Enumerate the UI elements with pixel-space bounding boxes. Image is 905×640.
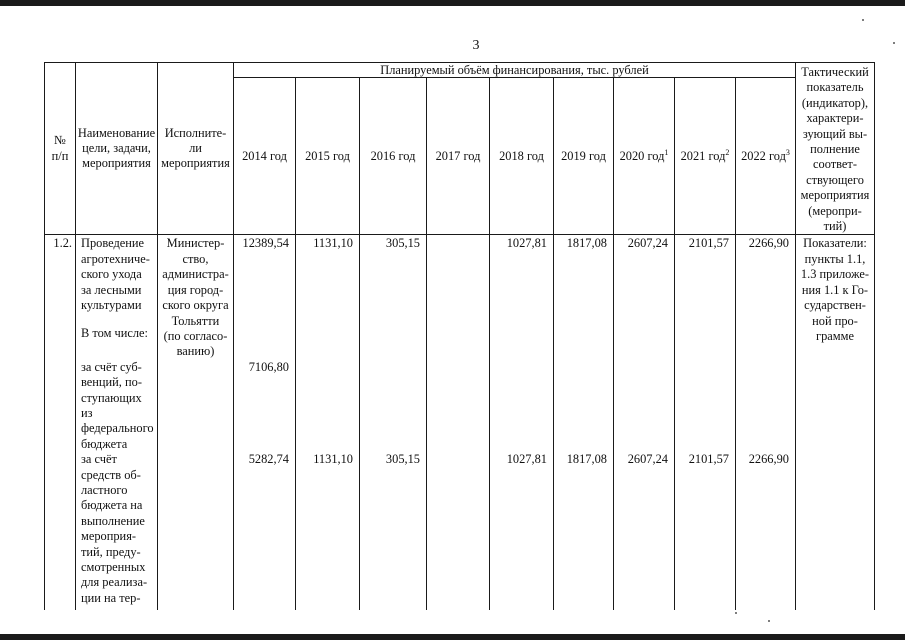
header-indicator-line: полнение	[810, 142, 860, 157]
row-name-line: культурами	[81, 298, 142, 313]
value-cell: 7106,80	[234, 360, 296, 452]
value-cell	[554, 360, 614, 452]
row-indicator	[796, 452, 875, 610]
row-name-line: за лесными	[81, 282, 142, 297]
row-name-line: венций, по-	[81, 375, 142, 390]
value-cell: 5282,74	[234, 452, 296, 610]
header-year	[427, 78, 490, 235]
header-indicator-line: зующий вы-	[802, 126, 868, 141]
value-cell: 1027,81	[490, 452, 554, 610]
row-executor-line: ского округа	[162, 298, 229, 313]
row-name-line: средств об-	[81, 467, 141, 482]
value-cell	[360, 360, 427, 452]
value-cell: 2101,57	[675, 452, 736, 610]
row-name	[76, 235, 158, 360]
year-footnote-mark: 3	[785, 147, 790, 157]
header-indicator-line: тий)	[823, 219, 847, 234]
row-indicator-line: ния 1.1 к Го-	[801, 282, 869, 297]
row-executor-line: администра-	[162, 267, 229, 282]
year-label: 2014 год	[242, 148, 287, 163]
header-name-line: цели, задачи,	[82, 141, 151, 156]
header-number	[45, 63, 76, 235]
scan-speck	[862, 19, 864, 21]
row-indicator-line: Показатели:	[803, 236, 867, 251]
row-indicator	[796, 235, 875, 360]
value-cell: 1817,08	[554, 235, 614, 360]
row-name-line: бюджета	[81, 436, 128, 451]
header-year	[614, 78, 675, 235]
header-number-line: п/п	[51, 148, 69, 163]
table-row	[45, 452, 875, 610]
row-indicator-line: ной про-	[812, 313, 858, 328]
value-cell: 2266,90	[736, 235, 796, 360]
scan-speck	[893, 42, 895, 44]
row-name-line: для реализа-	[81, 575, 148, 590]
row-executor-line: ванию)	[176, 344, 215, 359]
header-number-line: №	[54, 133, 66, 148]
header-indicator-line: Тактический	[801, 65, 869, 79]
row-index	[45, 360, 76, 452]
page-number: 3	[472, 38, 480, 53]
value-cell	[614, 360, 675, 452]
header-year	[554, 78, 614, 235]
header-indicator-line: соответ-	[813, 157, 857, 172]
row-name-line: ского ухода	[81, 267, 142, 282]
year-footnote-mark: 2	[725, 147, 730, 157]
year-label: 2019 год	[561, 148, 606, 163]
header-executor-line: Исполните-	[164, 125, 227, 140]
value-cell	[427, 235, 490, 360]
row-name-line: ступающих из	[81, 390, 142, 420]
row-name-line: мероприя-	[81, 529, 137, 544]
year-label: 2021 год	[680, 148, 726, 163]
table-row	[45, 360, 875, 452]
header-planned-financing: Планируемый объём финансирования, тыс. рублей	[234, 63, 796, 78]
header-executor-line: ли	[189, 141, 202, 156]
financing-table	[44, 62, 875, 610]
row-name-line: агротехниче-	[81, 251, 150, 266]
header-year	[736, 78, 796, 235]
header-year	[490, 78, 554, 235]
row-name-line: федерального	[81, 421, 154, 436]
header-name-line: мероприятия	[82, 156, 151, 171]
header-indicator-line: мероприятия	[800, 188, 870, 203]
year-label: 2016 год	[370, 148, 416, 163]
value-cell	[490, 360, 554, 452]
row-indicator-line: сударствен-	[804, 298, 866, 313]
header-indicator-line: (индикатор),	[801, 95, 869, 110]
row-name-spacer	[81, 314, 155, 326]
value-cell	[296, 360, 360, 452]
row-name-line: Проведение	[81, 236, 145, 251]
row-executor	[158, 360, 234, 452]
scan-speck	[735, 612, 737, 614]
year-footnote-mark: 1	[664, 147, 669, 157]
row-executor	[158, 452, 234, 610]
row-name-line: ластного	[81, 482, 128, 497]
bottom-scan-border	[0, 634, 905, 640]
value-cell	[675, 360, 736, 452]
value-cell: 1131,10	[296, 452, 360, 610]
header-year	[360, 78, 427, 235]
value-cell	[736, 360, 796, 452]
header-indicator-line: (меропри-	[808, 203, 862, 218]
value-cell: 2266,90	[736, 452, 796, 610]
row-indicator-line: 1.3 приложе-	[800, 267, 870, 282]
row-name	[76, 360, 158, 452]
row-name-line: смотренных	[81, 560, 146, 574]
value-cell	[427, 360, 490, 452]
header-indicator-line: показатель	[806, 80, 864, 95]
scan-speck	[768, 620, 770, 622]
header-indicator-line: ствующего	[806, 172, 864, 187]
row-index: 1.2.	[45, 235, 76, 360]
row-executor	[158, 235, 234, 360]
top-scan-border	[0, 0, 905, 6]
value-cell	[427, 452, 490, 610]
value-cell: 1027,81	[490, 235, 554, 360]
year-label: 2018 год	[499, 148, 544, 163]
row-name-sub: В том числе:	[81, 325, 148, 340]
value-cell: 12389,54	[234, 235, 296, 360]
header-executor	[158, 63, 234, 235]
row-name-line: за счёт	[81, 452, 117, 467]
table-row	[45, 235, 875, 360]
value-cell: 1131,10	[296, 235, 360, 360]
value-cell: 2101,57	[675, 235, 736, 360]
value-cell: 305,15	[360, 452, 427, 610]
year-label: 2022 год	[741, 148, 786, 163]
value-cell: 1817,08	[554, 452, 614, 610]
row-executor-line: Тольятти	[171, 313, 220, 328]
header-indicator-line: характери-	[806, 111, 864, 126]
value-cell: 2607,24	[614, 452, 675, 610]
header-indicator	[796, 63, 875, 235]
row-executor-line: ство,	[182, 251, 209, 266]
row-executor-line: ция город-	[167, 282, 224, 297]
row-name-line: тий, преду-	[81, 544, 141, 559]
year-label: 2017 год	[435, 148, 481, 163]
row-name-line: ции на тер-	[81, 590, 141, 605]
header-name	[76, 63, 158, 235]
row-indicator-line: пункты 1.1,	[804, 251, 866, 266]
row-name	[76, 452, 158, 610]
row-indicator	[796, 360, 875, 452]
value-cell: 305,15	[360, 235, 427, 360]
row-index	[45, 452, 76, 610]
row-name-line: выполнение	[81, 513, 145, 528]
header-year	[675, 78, 736, 235]
row-executor-line: (по согласо-	[163, 328, 228, 343]
year-label: 2015 год	[305, 148, 350, 163]
year-label: 2020 год	[619, 148, 665, 163]
row-indicator-line: грамме	[816, 328, 854, 343]
row-name-line: за счёт суб-	[81, 359, 142, 374]
value-cell: 2607,24	[614, 235, 675, 360]
row-executor-line: Министер-	[166, 236, 225, 251]
row-name-line: бюджета на	[81, 498, 143, 513]
header-year	[234, 78, 296, 235]
header-name-line: Наименование	[77, 125, 156, 140]
header-executor-line: мероприятия	[161, 156, 230, 171]
header-year	[296, 78, 360, 235]
